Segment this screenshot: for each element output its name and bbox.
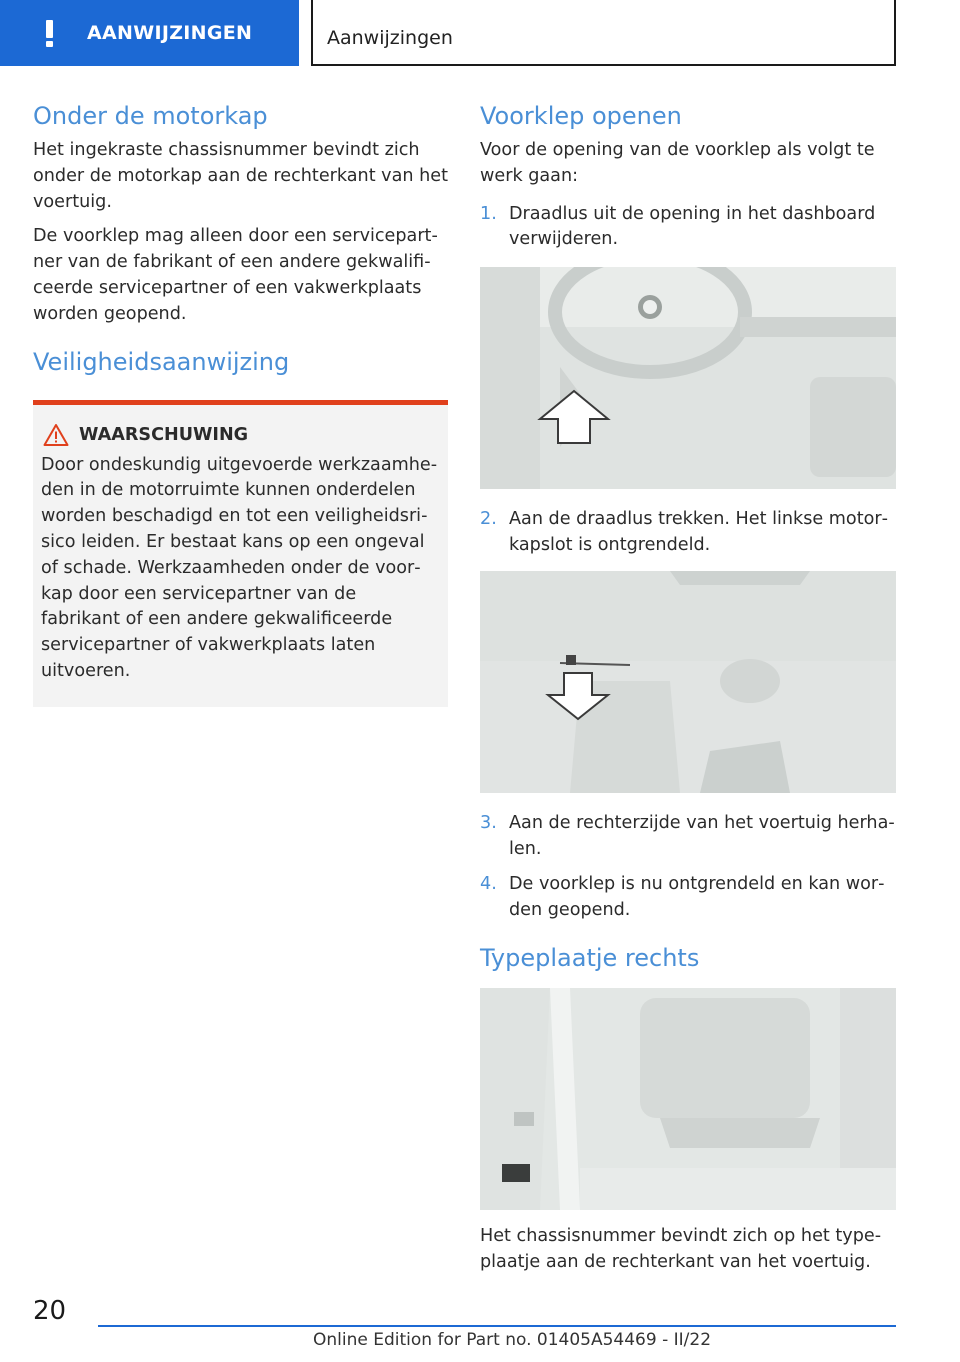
paragraph: De voorklep mag alleen door een servicepartner van de fabrikant of een andere gekwalificeerde servicepartner of een vakwerkplaats worden geopend.	[33, 226, 438, 324]
chapter-tab[interactable]	[0, 0, 299, 66]
section-heading-onder-de-motorkap: Onder de motorkap	[33, 102, 268, 130]
photo-type-plate	[480, 988, 896, 1210]
step-item	[480, 507, 896, 559]
step-text: Aan de rechterzijde van het voertuig herhalen.	[509, 812, 895, 859]
warning-text: Door ondeskundig uitgevoerde werkzaamheden in de motorruimte kunnen onderdelen worden beschadigd en tot een veiligheidsrisico leiden. Er bestaat kans op een ongeval of schade. Werkzaamheden onder de voorkap door een servicepartner van de fabrikant of een andere gekwalificeerde servicepartner of vakwerkplaats laten uitvoeren.	[41, 454, 438, 681]
photo-dashboard-wire-loop	[480, 267, 896, 489]
left-column	[33, 100, 448, 707]
steps-list-c	[480, 811, 896, 924]
step-item	[480, 872, 896, 924]
warning-box	[33, 400, 448, 707]
photo-pull-wire-loop	[480, 571, 896, 793]
warning-title: WAARSCHUWING	[79, 424, 249, 445]
paragraph: Het ingekraste chassisnummer bevindt zich onder de motorkap aan de rechterkant van het voertuig.	[33, 140, 448, 212]
step-number: 1.	[480, 203, 497, 224]
chapter-tab-label: AANWIJZINGEN	[87, 22, 253, 44]
intro-paragraph: Voor de opening van de voorklep als volgt te werk gaan:	[480, 140, 875, 186]
footer-divider	[98, 1325, 896, 1327]
section-heading-typeplaatje-rechts: Typeplaatje rechts	[480, 943, 700, 972]
exclamation-icon	[41, 20, 57, 47]
step-number: 3.	[480, 812, 497, 833]
page-number: 20	[33, 1296, 67, 1326]
steps-list-b	[480, 507, 896, 559]
warning-triangle-icon	[43, 423, 69, 447]
right-column	[480, 100, 896, 1285]
step-number: 4.	[480, 874, 497, 895]
step-text: Aan de draadlus trekken. Het linkse motorkapslot is ontgrendeld.	[509, 509, 888, 555]
step-text: Draadlus uit de opening in het dashboard verwijderen.	[509, 203, 876, 250]
type-plate-caption: Het chassisnummer bevindt zich op het typeplaatje aan de rechterkant van het voertuig.	[480, 1225, 882, 1272]
step-item	[480, 202, 896, 254]
header-title-box	[311, 0, 896, 66]
warning-header	[41, 423, 440, 447]
section-heading-veiligheidsaanwijzing: Veiligheidsaanwijzing	[33, 347, 290, 376]
step-number: 2.	[480, 509, 497, 530]
step-text: De voorklep is nu ontgrendeld en kan worden geopend.	[509, 874, 885, 921]
steps-list-a	[480, 202, 896, 254]
footer-edition-text: Online Edition for Part no. 01405A54469 - II/22	[313, 1330, 712, 1350]
section-heading-voorklep-openen: Voorklep openen	[480, 102, 682, 130]
header-title: Aanwijzingen	[327, 27, 453, 49]
step-item	[480, 811, 896, 863]
